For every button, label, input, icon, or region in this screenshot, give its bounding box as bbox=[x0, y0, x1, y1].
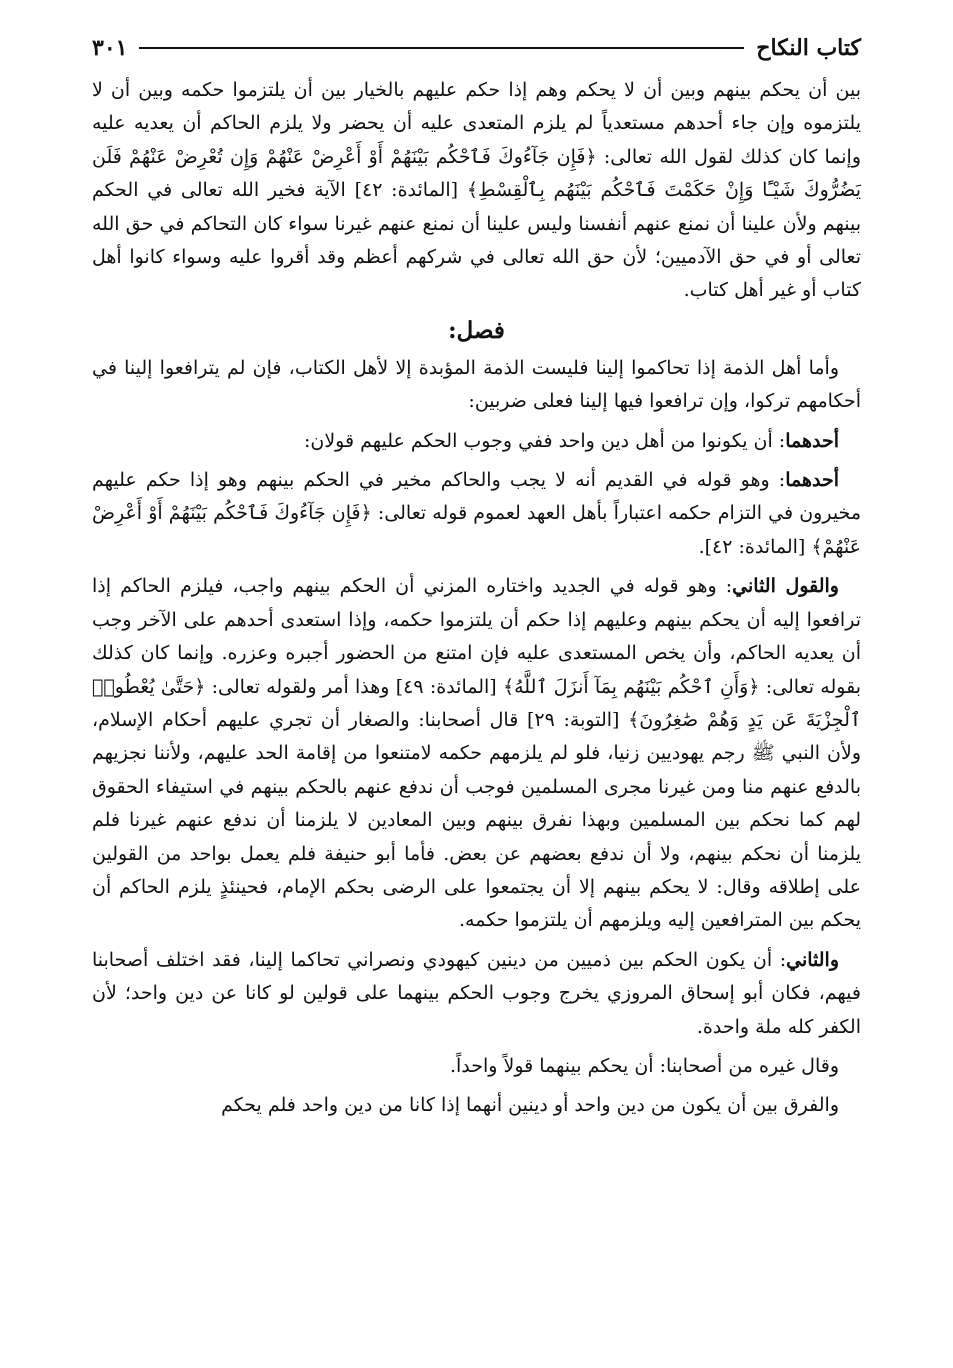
paragraph-3-text: : أن يكونوا من أهل دين واحد ففي وجوب الحكم عليهم قولان: bbox=[303, 429, 786, 452]
paragraph-4 bbox=[92, 464, 861, 564]
paragraph-6-lead: والثاني bbox=[786, 948, 839, 971]
page-number: ٣٠١ bbox=[92, 35, 128, 61]
section-heading: فصل: bbox=[448, 316, 505, 344]
chapter-title: كتاب النكاح bbox=[756, 35, 861, 61]
paragraph-6 bbox=[92, 944, 861, 1044]
page-header bbox=[92, 28, 861, 68]
paragraph-2: وأما أهل الذمة إذا تحاكموا إلينا فليست الذمة المؤبدة إلا لأهل الكتاب، فإن لم يترافعوا إلينا في أحكامهم تركوا، وإن ترافعوا فيها إلينا فعلى ضربين: bbox=[92, 356, 861, 413]
paragraph-5-lead: والقول الثاني bbox=[732, 575, 839, 598]
paragraph-5 bbox=[92, 570, 861, 937]
paragraph-8: والفرق بين أن يكون من دين واحد أو دينين أنهما إذا كانا من دين واحد فلم يحكم bbox=[221, 1094, 839, 1117]
paragraph-1: بين أن يحكم بينهم وبين أن لا يحكم وهم إذا حكم عليهم بالخيار بين أن يلتزموا حكمه وبين أن لا يلتزموه وإن جاء أحدهم مستعدياً لم يلزم المتعدى عليه أن يحضر ولا يلزم الحاكم أن يعديه عليه وإنما كان كذلك لقول الله تعالى: ﴿فَإِن جَآءُوكَ فَٱحْكُم بَيْنَهُمْ أَوْ أَعْرِضْ عَنْهُمْ وَإِن تُعْرِضْ عَنْهُمْ فَلَن يَضُرُّوكَ شَيْـًٔا وَإِنْ حَكَمْتَ فَٱحْكُم بَيْنَهُم بِٱلْقِسْطِ﴾ [المائدة: ٤٢] الآية فخير الله تعالى في الحكم بينهم ولأن علينا أن نمنع عنهم أنفسنا وليس علينا أن نمنع عنهم غيرنا سواء كان التحاكم في حق الله تعالى أو في حق الآدميين؛ لأن حق الله تعالى في شركهم أعظم وقد أقروا عليه وسواء كانوا أهل كتاب أو غير أهل كتاب. bbox=[92, 79, 861, 302]
header-rule bbox=[139, 47, 744, 49]
paragraph-5-text: : وهو قوله في الجديد واختاره المزني أن الحكم بينهم واجب، فيلزم الحاكم إذا ترافعوا إليه أن يحكم بينهم وعليهم إذا حكم أن يلتزموا حكمه، وإذا استعدى أحدهم على الآخر وجب أن يعديه الحاكم، وأن يخص المستعدى عليه فإن امتنع من الحضور أجبره وعزره. وإنما كان كذلك بقوله تعالى: ﴿وَأَنِ ٱحْكُم بَيْنَهُم بِمَآ أَنزَلَ ٱللَّهُ﴾ [المائدة: ٤٩] وهذا أمر ولقوله تعالى: ﴿حَتَّىٰ يُعْطُوا۟ ٱلْجِزْيَةَ عَن يَدٍ وَهُمْ صَٰغِرُونَ﴾ [التوبة: ٢٩] قال أصحابنا: والصغار أن تجري عليهم أحكام الإسلام، ولأن النبي ﷺ رجم يهوديين زنيا، فلو لم يلزمهم حكمه لامتنعوا من إقامة الحد عليهم، ولأننا نجزيهم بالدفع عنهم منا ومن غيرنا مجرى المسلمين فوجب أن ندفع عنهم بالحكم بينهم في استيفاء الحقوق لهم كما نحكم بين المسلمين وبهذا نفرق بينهم وبين المعادين لا يلزمنا أن ندفع عنهم غيرنا فلم يلزمنا أن نحكم بينهم، ولا أن ندفع بعضهم عن بعض. فأما أبو حنيفة فلم يعمل بواحد من القولين على إطلاقه وقال: لا يحكم بينهم إلا أن يجتمعوا على الرضى بحكم الإمام، فحينئذٍ يلزم الحاكم أن يحكم بين المترافعين إليه ويلزمهم أن يلتزموا حكمه. bbox=[92, 575, 861, 932]
paragraph-4-lead: أحدهما bbox=[785, 469, 839, 492]
paragraph-3 bbox=[92, 425, 861, 458]
paragraph-3-lead: أحدهما bbox=[785, 429, 839, 452]
paragraph-7: وقال غيره من أصحابنا: أن يحكم بينهما قولاً واحداً. bbox=[449, 1054, 839, 1077]
paragraph-6-text: : أن يكون الحكم بين ذميين من دينين كيهودي ونصراني تحاكما إلينا، فقد اختلف أصحابنا فيهم، فكان أبو إسحاق المروزي يخرج وجوب الحكم بينهما على قولين لو كانا عن دين واحد؛ لأن الكفر كله ملة واحدة. bbox=[92, 948, 861, 1038]
paragraph-4-text: : وهو قوله في القديم أنه لا يجب والحاكم مخير في الحكم بينهم وهو إذا حكم عليهم مخيرون في التزام حكمه اعتباراً بأهل العهد لعموم قوله تعالى: ﴿فَإِن جَآءُوكَ فَٱحْكُم بَيْنَهُمْ أَوْ أَعْرِضْ عَنْهُمْ﴾ [المائدة: ٤٢]. bbox=[92, 469, 861, 558]
